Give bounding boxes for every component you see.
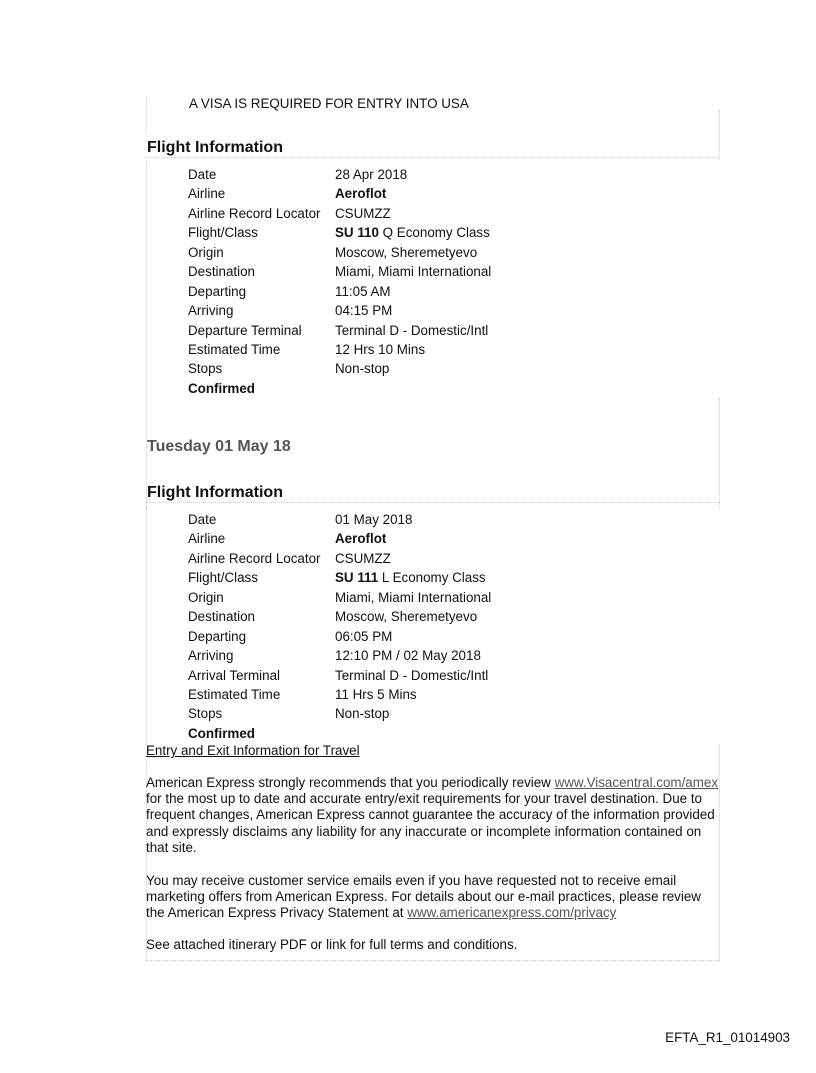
flight1-row-estimated-time <box>188 340 426 359</box>
flight1-row-stops <box>188 359 390 378</box>
flight2-row-airline <box>188 529 387 548</box>
flight1-row-date <box>188 165 408 184</box>
day-heading: Tuesday 01 May 18 <box>147 438 291 455</box>
flight-number: SU 111 <box>335 570 379 586</box>
row-value: Non-stop <box>335 706 390 722</box>
privacy-link[interactable]: www.americanexpress.com/privacy <box>407 905 617 921</box>
visacentral-link[interactable]: www.Visacentral.com/amex <box>554 775 719 790</box>
visa-recommendation-paragraph <box>146 775 720 856</box>
flight-info-table-1 <box>188 165 492 398</box>
row-value <box>335 529 386 548</box>
border-left-1 <box>146 96 147 132</box>
row-value: Non-stop <box>335 361 390 377</box>
class-text: Q Economy Class <box>378 225 490 241</box>
row-value: Miami, Miami International <box>335 589 492 605</box>
visa-note: A VISA IS REQUIRED FOR ENTRY INTO USA <box>189 96 469 111</box>
row-label: Date <box>188 512 217 527</box>
row-label: Airline <box>188 531 226 547</box>
border-under-heading-2 <box>146 502 720 503</box>
row-value: 11:05 AM <box>335 283 391 299</box>
flight1-row-destination <box>188 262 492 281</box>
flight2-row-destination <box>188 607 478 626</box>
row-value: CSUMZZ <box>335 205 391 221</box>
para1-text-pre: American Express strongly recommends that you periodically review <box>146 775 555 790</box>
row-value: Moscow, Sheremetyevo <box>335 244 478 260</box>
row-label: Arriving <box>188 648 234 664</box>
flight2-row-stops <box>188 704 390 723</box>
row-value: 11 Hrs 5 Mins <box>335 686 417 702</box>
flight-number: SU 110 <box>335 225 379 241</box>
row-value: Terminal D - Domestic/Intl <box>335 322 489 338</box>
row-value: Miami, Miami International <box>335 264 492 280</box>
class-text: L Economy Class <box>378 570 486 586</box>
border-right-2 <box>719 398 720 508</box>
flight2-row-flight-class <box>188 568 486 587</box>
flight2-row-terminal <box>188 666 489 685</box>
row-value <box>335 184 386 203</box>
border-left-3 <box>146 505 147 745</box>
flight-info-heading-2: Flight Information <box>147 484 283 501</box>
flight2-row-locator <box>188 549 391 568</box>
row-value: Moscow, Sheremetyevo <box>335 609 478 625</box>
flight1-row-departing <box>188 282 391 301</box>
row-label: Departure Terminal <box>188 322 302 338</box>
para2-text-pre: You may receive customer service emails even if you have requested not to receive email marketing offers from American Express. For details about our e-mail practices, please review the American Express Privacy Statement at <box>146 873 701 921</box>
row-label: Estimated Time <box>188 341 281 357</box>
airline-name: Aeroflot <box>335 186 387 202</box>
flight1-row-flight-class <box>188 223 490 242</box>
row-value: CSUMZZ <box>335 550 391 566</box>
row-label: Arrival Terminal <box>188 667 281 683</box>
flight2-row-departing <box>188 627 393 646</box>
row-value: 01 May 2018 <box>335 512 413 527</box>
row-label: Destination <box>188 264 255 280</box>
row-label: Origin <box>188 244 224 260</box>
terms-note: See attached itinerary PDF or link for full terms and conditions. <box>146 937 518 952</box>
flight2-row-estimated-time <box>188 685 417 704</box>
row-label: Departing <box>188 628 247 644</box>
row-label: Origin <box>188 589 224 605</box>
border-under-heading-1 <box>146 157 720 158</box>
row-label: Airline Record Locator <box>188 550 321 566</box>
flight1-row-arriving <box>188 301 393 320</box>
para1-text-post: for the most up to date and accurate entry/exit requirements for your travel destination. Due to frequent changes, American Express cannot guarantee the accuracy of the information provided and expressly disclaims any liability for any inaccurate or incomplete information contained on that site. <box>146 791 715 855</box>
border-right-1 <box>719 110 720 160</box>
flight1-row-terminal <box>188 321 489 340</box>
entry-exit-info-link[interactable]: Entry and Exit Information for Travel <box>146 743 360 758</box>
flight1-row-airline <box>188 184 387 203</box>
flight2-row-arriving <box>188 646 481 665</box>
row-label: Estimated Time <box>188 686 281 702</box>
row-label: Arriving <box>188 303 234 319</box>
row-value: 12:10 PM / 02 May 2018 <box>335 648 481 664</box>
document-id: EFTA_R1_01014903 <box>665 1030 790 1045</box>
row-label: Date <box>188 167 217 182</box>
row-label: Flight/Class <box>188 225 258 241</box>
row-label: Flight/Class <box>188 570 258 586</box>
row-value: 04:15 PM <box>335 303 393 319</box>
row-label: Stops <box>188 706 223 722</box>
flight-info-heading-1: Flight Information <box>147 139 283 156</box>
flight-info-table-2 <box>188 510 492 743</box>
row-value: Terminal D - Domestic/Intl <box>335 667 489 683</box>
airline-name: Aeroflot <box>335 531 387 547</box>
row-label: Stops <box>188 361 223 377</box>
row-value <box>335 223 490 242</box>
email-privacy-paragraph <box>146 873 720 922</box>
row-label: Airline Record Locator <box>188 205 321 221</box>
flight2-row-origin <box>188 588 492 607</box>
flight1-row-locator <box>188 204 391 223</box>
flight1-row-origin <box>188 243 478 262</box>
row-label: Destination <box>188 609 255 625</box>
flight1-status: Confirmed <box>188 380 255 396</box>
row-label: Airline <box>188 186 226 202</box>
flight2-status: Confirmed <box>188 725 255 741</box>
row-value: 12 Hrs 10 Mins <box>335 341 426 357</box>
row-value <box>335 568 486 587</box>
flight2-row-date <box>188 510 413 529</box>
border-bottom <box>146 960 720 961</box>
border-left-2 <box>146 160 147 510</box>
row-label: Departing <box>188 283 247 299</box>
row-value: 06:05 PM <box>335 628 393 644</box>
row-value: 28 Apr 2018 <box>335 167 408 182</box>
